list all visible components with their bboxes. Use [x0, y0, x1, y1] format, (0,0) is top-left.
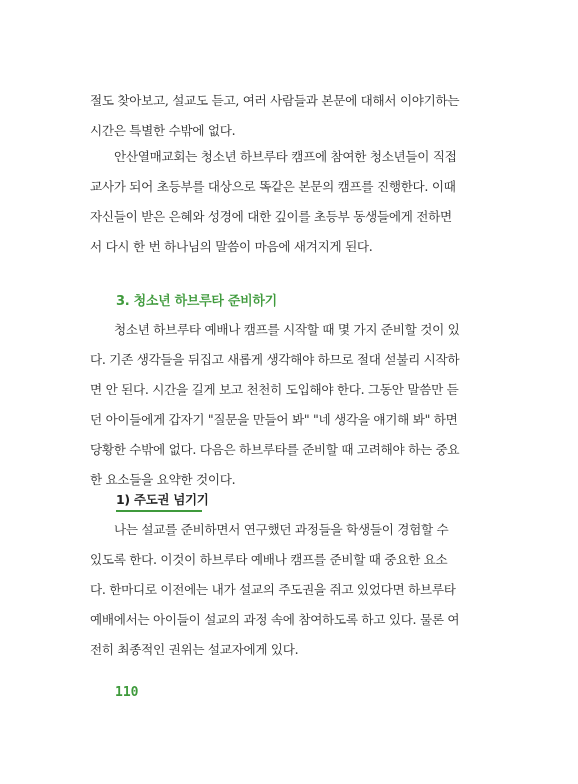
- section-title: 3. 청소년 하브루타 준비하기: [116, 294, 277, 309]
- paragraph-line: 절도 찾아보고, 설교도 듣고, 여러 사람들과 본문에 대해서 이야기하는: [90, 93, 460, 108]
- paragraph-line: 전히 최종적인 권위는 설교자에게 있다.: [90, 642, 299, 657]
- paragraph-line: 예배에서는 아이들이 설교의 과정 속에 참여하도록 하고 있다. 물론 여: [90, 612, 460, 627]
- paragraph-line: 시간은 특별한 수밖에 없다.: [90, 123, 236, 138]
- paragraph-1: [90, 86, 490, 146]
- paragraph-line: 한 요소들을 요약한 것이다.: [90, 472, 236, 487]
- paragraph-line: 교사가 되어 초등부를 대상으로 똑같은 본문의 캠프를 진행한다. 이때: [90, 179, 456, 194]
- paragraph-line: 나는 설교를 준비하면서 연구했던 과정들을 학생들이 경험할 수: [114, 522, 449, 537]
- paragraph-line: 안산열매교회는 청소년 하브루타 캠프에 참여한 청소년들이 직접: [114, 149, 457, 164]
- paragraph-line: 던 아이들에게 갑자기 "질문을 만들어 봐" "네 생각을 얘기해 봐" 하면: [90, 412, 458, 427]
- paragraph-line: 서 다시 한 번 하나님의 말씀이 마음에 새겨지게 된다.: [90, 239, 373, 254]
- subsection-underline: [116, 510, 202, 512]
- page-number: 110: [115, 685, 139, 700]
- paragraph-line: 당황한 수밖에 없다. 다음은 하브루타를 준비할 때 고려해야 하는 중요: [90, 442, 460, 457]
- paragraph-line: 면 안 된다. 시간을 길게 보고 천천히 도입해야 한다. 그동안 말씀만 듣: [90, 382, 459, 397]
- paragraph-4: [90, 515, 490, 665]
- paragraph-line: 청소년 하브루타 예배나 캠프를 시작할 때 몇 가지 준비할 것이 있: [114, 322, 460, 337]
- subsection-title: 1) 주도권 넘기기: [116, 492, 209, 507]
- paragraph-line: 있도록 한다. 이것이 하브루타 예배나 캠프를 준비할 때 중요한 요소: [90, 552, 448, 567]
- paragraph-line: 자신들이 받은 은혜와 성경에 대한 깊이를 초등부 동생들에게 전하면: [90, 209, 452, 224]
- paragraph-2: [90, 142, 490, 262]
- paragraph-line: 다. 기존 생각들을 뒤집고 새롭게 생각해야 하므로 절대 섣불리 시작하: [90, 352, 460, 367]
- paragraph-line: 다. 한마디로 이전에는 내가 설교의 주도권을 쥐고 있었다면 하브루타: [90, 582, 456, 597]
- paragraph-3: [90, 315, 490, 495]
